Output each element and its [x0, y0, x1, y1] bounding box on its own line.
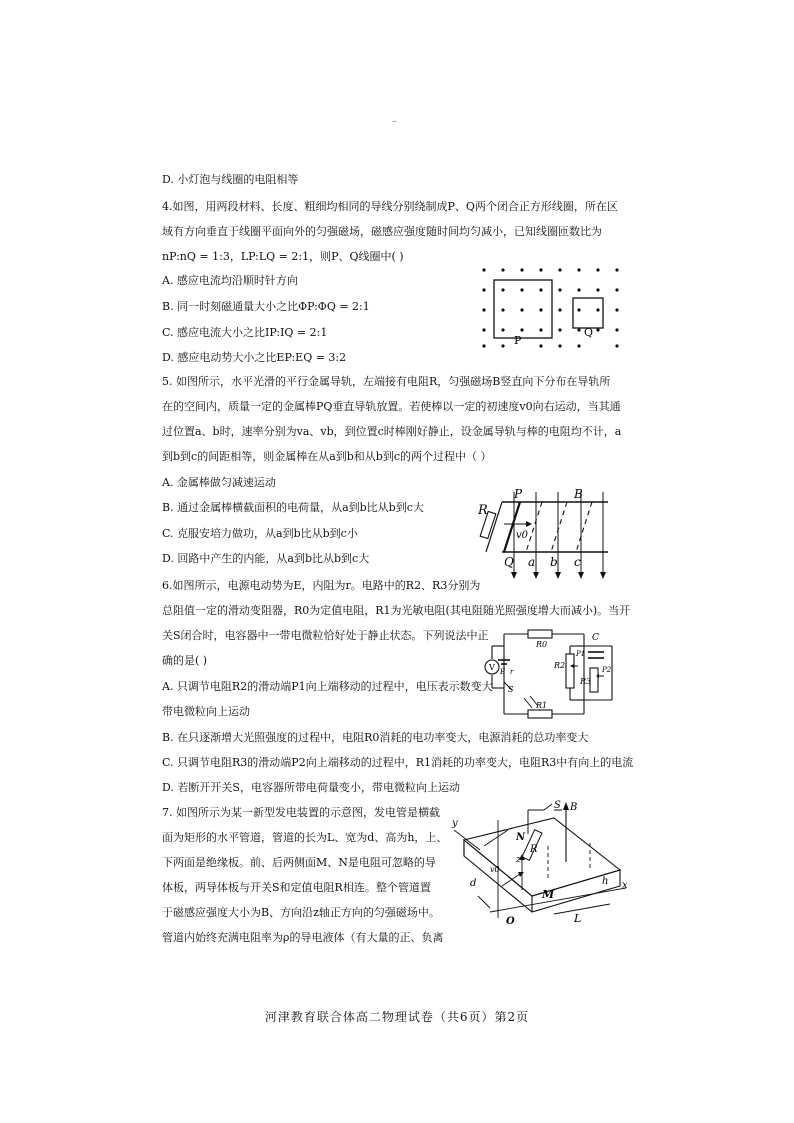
r2-label: R2 [554, 661, 566, 670]
q6-option-b: B. 在只逐渐增大光照强度的过程中，电阻R0消耗的电功率变大，电源消耗的总功率变大 [162, 731, 589, 744]
r0-label: R0 [536, 640, 548, 649]
q4-stem-line: 4.如图，用两段材料、长度、粗细均相同的导线分别绕制成P、Q两个闭合正方形线圈，所在区 [162, 200, 618, 213]
coil-q-label: Q [584, 326, 594, 339]
q4-stem-line: 域有方向垂直于线圈平面向外的匀强磁场，磁感应强度随时间均匀减小，已知线圈匝数比为 [162, 225, 602, 238]
rheostat-r3 [590, 668, 598, 692]
r1-label: R1 [536, 701, 548, 710]
plate-n-label: N [516, 832, 526, 843]
q6-stem-line: 关S闭合时，电容器中一带电微粒恰好处于静止状态。下列说法中正 [162, 629, 489, 642]
q5-option-b: B. 通过金属棒横截面积的电荷量，从a到b比从b到c大 [162, 501, 424, 514]
q7-stem-line: 管道内始终充满电阻率为ρ的导电液体（有大量的正、负离 [162, 931, 444, 944]
switch-s-label: S [508, 685, 514, 694]
rheostat-r2 [566, 654, 574, 688]
height-h-label: h [602, 876, 609, 887]
resistor-r0 [528, 630, 552, 638]
q7-stem-line: 体板，两导体板与开关S和定值电阻R相连。整个管道置 [162, 881, 431, 894]
position-b-label: b [550, 555, 558, 569]
velocity-v0-label: v0 [516, 530, 529, 541]
q7-stem-line: 于磁感应强度大小为B、方向沿z轴正方向的匀强磁场中。 [162, 906, 440, 919]
q6-stem-line: 确的是( ) [162, 654, 208, 667]
axis-x-label: x [622, 880, 628, 891]
metal-rod-pq [504, 502, 520, 552]
q6-option-a-cont: 带电微粒向上运动 [162, 705, 250, 718]
q5-stem-line: 5. 如图所示，水平光滑的平行金属导轨，左端接有电阻R，匀强磁场B竖直向下分布在导轨所 [162, 375, 611, 388]
position-c-label: c [574, 555, 581, 569]
capacitor-c-label: C [592, 633, 599, 643]
page-footer: 河津教育联合体高二物理试卷（共6页）第2页 [264, 1010, 530, 1024]
origin-o-label: O [506, 916, 515, 927]
page-mark: – [392, 116, 397, 127]
q5-stem-line: 过位置a、b时，速率分别为va、vb，到位置c时棒刚好静止，设金属导轨与棒的电阻均不计，a [162, 425, 622, 438]
q6-circuit-figure [484, 626, 624, 722]
q3-option-d: D. 小灯泡与线圈的电阻相等 [162, 173, 299, 186]
q5-option-a: A. 金属棒做匀减速运动 [162, 476, 276, 489]
q6-stem-line: 总阻值一定的滑动变阻器，R0为定值电阻，R1为光敏电阻(其电阻随光照强度增大而减小)。当开 [162, 604, 631, 617]
internal-r-label: r [510, 668, 514, 676]
q4-stem-line: nP:nQ = 1:3，LP:LQ = 2:1，则P、Q线圈中( ) [162, 250, 404, 263]
rod-p-label: P [514, 487, 523, 501]
coil-q-square [573, 298, 603, 328]
q6-option-d: D. 若断开开关S，电容器所带电荷量变小，带电微粒向上运动 [162, 781, 460, 794]
q4-option-a: A. 感应电流均沿顺时针方向 [162, 274, 298, 287]
position-a-label: a [528, 555, 536, 569]
q4-option-c: C. 感应电流大小之比IP:IQ = 2:1 [162, 326, 328, 339]
coil-p-label: P [514, 334, 522, 347]
velocity-v0-label: v0 [490, 865, 500, 874]
field-b-label: B [570, 802, 578, 813]
p1-label: P1 [576, 650, 586, 658]
q6-stem-line: 6.如图所示，电源电动势为E，内阻为r。电路中的R2、R3分别为 [162, 579, 481, 592]
q5-stem-line: 在的空间内，质量一定的金属棒PQ垂直导轨放置。若使棒以一定的初速度v0向右运动，当其通 [162, 400, 621, 413]
plate-m-label: M [542, 888, 555, 901]
length-l-label: L [574, 912, 582, 925]
q5-stem-line: 到b到c的间距相等，则金属棒在从a到b和从b到c的两个过程中（ ） [162, 450, 492, 463]
emf-e-label: E [500, 668, 506, 676]
axis-z-label: z [516, 855, 521, 865]
switch-s [544, 804, 552, 810]
rod-q-label: Q [504, 555, 514, 569]
q7-stem-line: 面为矩形的水平管道，管道的长为L、宽为d、高为h，上、 [162, 831, 448, 844]
q7-stem-line: 7. 如图所示为某一新型发电装置的示意图，发电管是横截 [162, 806, 440, 819]
voltmeter-v-label: V [489, 663, 495, 672]
resistor-r-label: R [478, 503, 488, 518]
q5-option-d: D. 回路中产生的内能，从a到b比从b到c大 [162, 552, 370, 565]
q4-option-d: D. 感应电动势大小之比EP:EQ = 3:2 [162, 351, 347, 364]
field-b-label: B [574, 487, 583, 501]
q7-generator-figure [450, 800, 630, 930]
switch-s-label: S [554, 800, 561, 811]
q6-option-c: C. 只调节电阻R3的滑动端P2向上端移动的过程中，R1消耗的功率变大，电阻R3中有向上的电流 [162, 756, 634, 769]
width-d-label: d [470, 878, 477, 889]
q6-option-a: A. 只调节电阻R2的滑动端P1向上端移动的过程中，电压表示数变大 [162, 680, 493, 693]
resistor-r-label: R [530, 844, 538, 855]
q4-option-b: B. 同一时刻磁通量大小之比ΦP:ΦQ = 2:1 [162, 300, 370, 313]
q5-option-c: C. 克服安培力做功，从a到b比从b到c小 [162, 527, 358, 540]
q4-coil-figure [476, 262, 626, 352]
q5-rail-figure [478, 484, 618, 584]
photoresistor-r1 [528, 710, 552, 718]
p2-label: P2 [602, 666, 612, 674]
r3-label: R3 [580, 677, 592, 686]
axis-y-label: y [452, 818, 458, 829]
q7-stem-line: 下两面是绝缘板。前、后两侧面M、N是电阻可忽略的导 [162, 856, 436, 869]
